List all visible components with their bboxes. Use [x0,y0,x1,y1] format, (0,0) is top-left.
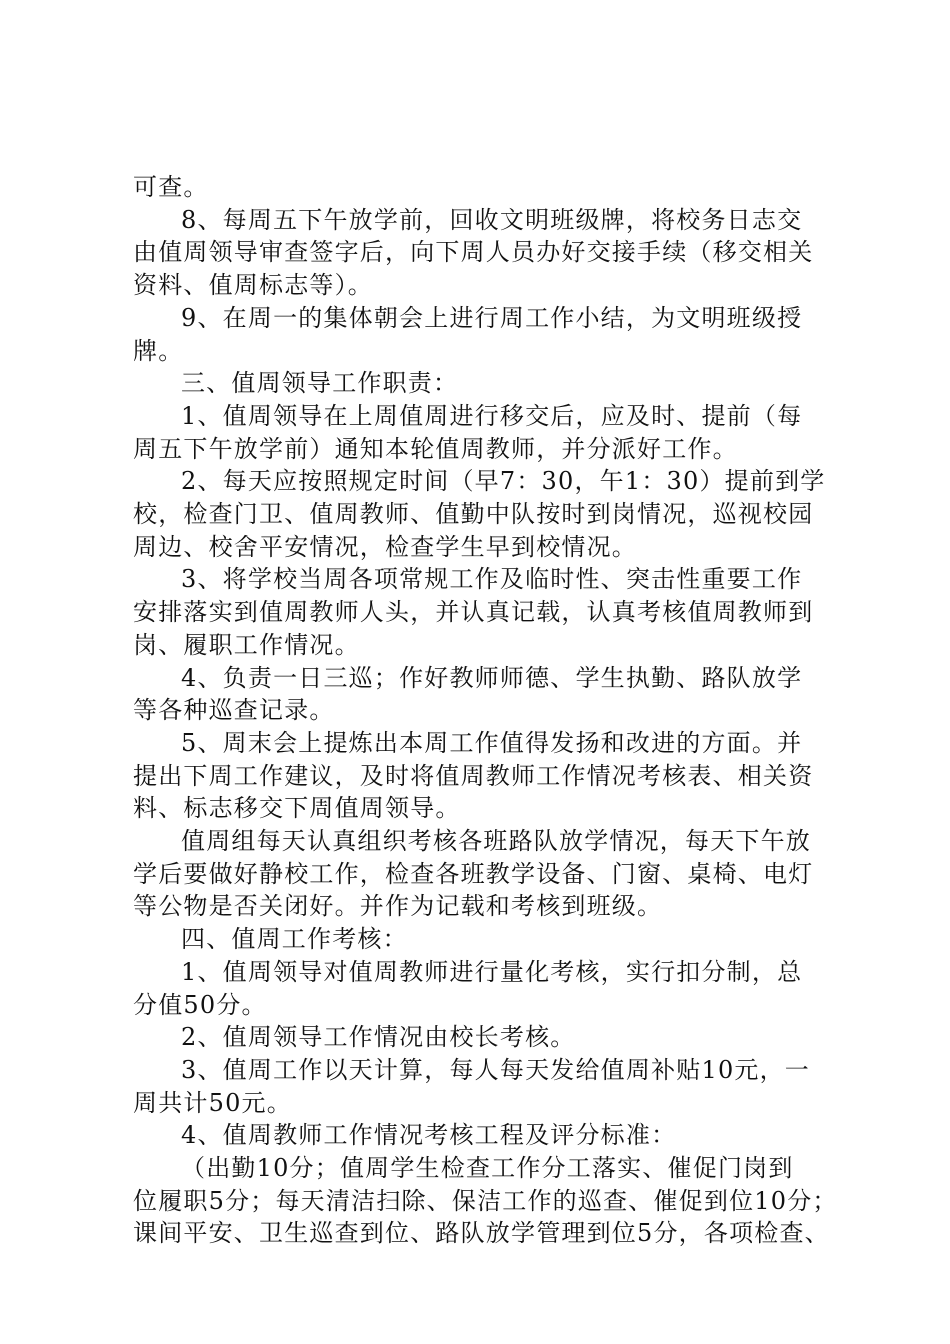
text-line: 4、负责一日三巡；作好教师师德、学生执勤、路队放学 [181,663,803,692]
text-line: 等各种巡查记录。 [133,696,335,725]
text-line: 料、标志移交下周值周领导。 [133,794,461,823]
text-line: 4、值周教师工作情况考核工程及评分标准： [181,1121,677,1150]
text-line: 3、值周工作以天计算，每人每天发给值周补贴10元，一 [181,1055,811,1084]
text-line: 三、值周领导工作职责： [181,369,459,398]
text-line: 9、在周一的集体朝会上进行周工作小结，为文明班级授 [181,303,803,332]
text-line: 位履职5分；每天清洁扫除、保洁工作的巡查、催促到位10分； [133,1186,838,1215]
text-line: 四、值周工作考核： [181,925,408,954]
text-line: 课间平安、卫生巡查到位、路队放学管理到位5分，各项检查、 [133,1219,830,1248]
text-line: 分值50分。 [133,990,267,1019]
text-line: 牌。 [133,336,184,365]
text-line: 校，检查门卫、值周教师、值勤中队按时到岗情况，巡视校园 [133,500,814,528]
text-line: 由值周领导审查签字后，向下周人员办好交接手续（移交相关 [133,238,814,267]
text-line: 可查。 [133,173,209,201]
text-line: 2、每天应按照规定时间（早7：30，午1：30）提前到学 [181,467,826,496]
text-line: 岗、履职工作情况。 [133,630,360,659]
text-line: 学后要做好静校工作，检查各班教学设备、门窗、桌椅、电灯 [133,859,814,888]
text-line: 2、值周领导工作情况由校长考核。 [181,1023,576,1052]
text-line: 1、值周领导在上周值周进行移交后，应及时、提前（每 [181,401,803,430]
text-line: 安排落实到值周教师人头，并认真记载，认真考核值周教师到 [133,598,814,627]
text-line: 资料、值周标志等）。 [133,271,373,300]
text-line: 1、值周领导对值周教师进行量化考核，实行扣分制，总 [181,957,803,986]
text-line: 周五下午放学前）通知本轮值周教师，并分派好工作。 [133,434,738,463]
text-line: 3、将学校当周各项常规工作及临时性、突击性重要工作 [181,565,803,594]
text-line: 5、周末会上提炼出本周工作值得发扬和改进的方面。并 [181,728,803,757]
text-line: 周边、校舍平安情况，检查学生早到校情况。 [133,532,637,561]
text-line: （出勤10分；值周学生检查工作分工落实、催促门岗到 [181,1154,794,1182]
text-line: 值周组每天认真组织考核各班路队放学情况，每天下午放 [181,827,811,855]
text-line: 周共计50元。 [133,1088,292,1117]
text-line: 8、每周五下午放学前，回收文明班级牌，将校务日志交 [181,205,803,234]
text-line: 等公物是否关闭好。并作为记载和考核到班级。 [133,892,663,921]
text-line: 提出下周工作建议，及时将值周教师工作情况考核表、相关资 [133,761,814,790]
